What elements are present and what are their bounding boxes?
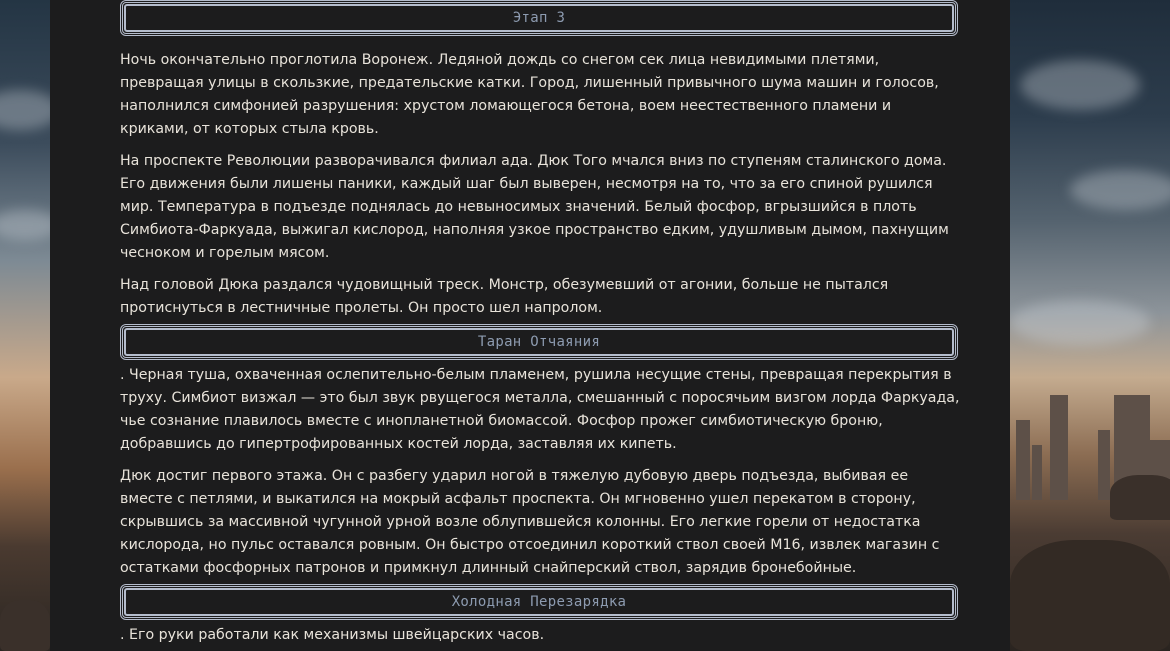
story-paragraph: . Черная туша, охваченная ослепительно-белым пламенем, рушила несущие стены, превращая перекрытия в труху. Симбиот визжал — это был звук рвущегося металла, смешанный с поросячьим визгом лорда Фаркуада, чье сознание плавилось вместе с инопланетной биомассой. Фосфор прожег симбиотическую броню, добравшись до гипертрофированных костей лорда, заставляя их кипеть.	[120, 367, 960, 452]
stage-header	[120, 584, 958, 620]
story-paragraph: Над головой Дюка раздался чудовищный треск. Монстр, обезумевший от агонии, больше не пытался протиснуться в лестничные пролеты. Он просто шел напролом.	[120, 277, 889, 316]
story-paragraph: . Его руки работали как механизмы швейцарских часов.	[120, 627, 545, 643]
stage-title: Таран Отчаяния	[124, 328, 954, 356]
story-column	[50, 0, 1010, 651]
story-paragraph: На проспекте Революции разворачивался филиал ада. Дюк Того мчался вниз по ступеням сталинского дома. Его движения были лишены паники, каждый шаг был выверен, несмотря на то, что за его спиной рушился мир. Температура в подъезде поднялась до невыносимых значений. Белый фосфор, вгрызшийся в плоть Симбиота-Фаркуада, выжигал кислород, наполняя узкое пространство едким, удушливым дымом, пахнущим чесноком и горелым мясом.	[120, 153, 949, 261]
story-paragraph: Ночь окончательно проглотила Воронеж. Ледяной дождь со снегом сек лица невидимыми плетями, превращая улицы в скользкие, предательские катки. Город, лишенный привычного шума машин и голосов, наполнился симфонией разрушения: хрустом ломающегося бетона, воем неестественного пламени и криками, от которых стыла кровь.	[120, 52, 939, 137]
stage-title: Этап 3	[124, 4, 954, 32]
stage-header	[120, 0, 958, 36]
story-paragraph: Дюк достиг первого этажа. Он с разбегу ударил ногой в тяжелую дубовую дверь подъезда, выбивая ее вместе с петлями, и выкатился на мокрый асфальт проспекта. Он мгновенно ушел перекатом в сторону, скрывшись за массивной чугунной урной возле облупившейся колонны. Его легкие горели от недостатка кислорода, но пульс оставался ровным. Он быстро отсоединил короткий ствол своей M16, извлек магазин с остатками фосфорных патронов и примкнул длинный снайперский ствол, зарядив бронебойные.	[120, 468, 940, 576]
stage-title: Холодная Перезарядка	[124, 588, 954, 616]
background-scenery-left	[0, 0, 50, 651]
background-scenery-right	[1010, 0, 1170, 651]
story-content	[120, 0, 960, 647]
stage-header	[120, 324, 958, 360]
